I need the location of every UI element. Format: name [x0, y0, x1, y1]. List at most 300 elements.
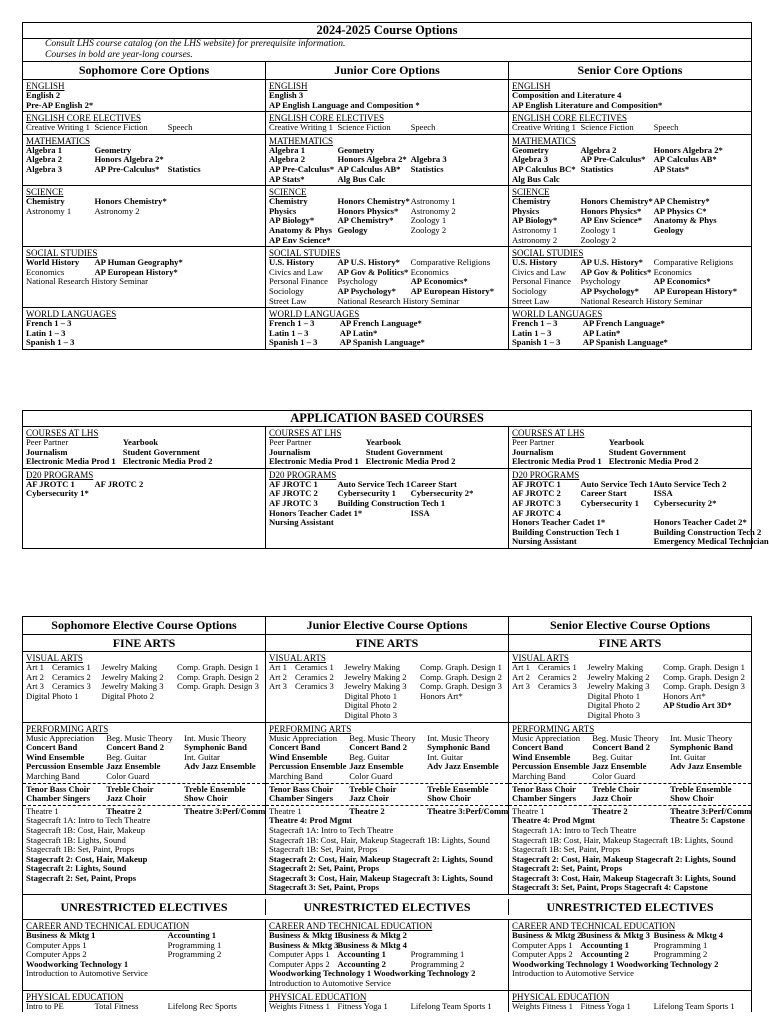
course-item: Statistics: [410, 163, 444, 174]
course-row: [23, 186, 751, 247]
course-item: Science Fiction: [94, 122, 148, 133]
course-item: [295, 711, 345, 721]
course-item: Music Appreciation: [269, 732, 338, 743]
course-item: Business & Mktg 1: [26, 930, 96, 941]
course-item: Theatre 3:Perf/Comm: [184, 805, 266, 816]
course-item: [168, 268, 262, 278]
course-item: AP Stats*: [269, 173, 305, 184]
course-item: Astronomy 1: [512, 224, 558, 235]
course-item: AP Latin*: [339, 327, 378, 338]
unrestricted-heading: UNRESTRICTED ELECTIVES: [508, 899, 751, 915]
category-label: PHYSICAL EDUCATION: [26, 991, 124, 1002]
course-item: Beg. Guitar: [106, 751, 147, 762]
course-item: AP French Language*: [339, 318, 422, 329]
course-item: Stagecraft 2: Cost, Hair, Makeup Stagecraft 2: Lights, Sound: [512, 853, 736, 864]
category-label: PERFORMING ARTS: [512, 723, 595, 734]
course-cell: [265, 80, 508, 111]
course-item: Honors Art*: [420, 690, 463, 701]
course-item: Stagecraft 1B: Set, Paint, Props: [269, 844, 378, 855]
course-item: Spanish 1 – 3: [512, 337, 561, 348]
course-item: Comp. Graph. Design 3: [663, 681, 745, 692]
unrestricted-heading: UNRESTRICTED ELECTIVES: [265, 899, 508, 915]
course-item: Chamber Singers: [26, 793, 91, 804]
course-item: Comp. Graph. Design 1: [663, 662, 745, 672]
course-item: Auto Service Tech 1: [337, 478, 411, 489]
course-item: Stagecraft 2: Set, Paint, Props: [512, 863, 623, 874]
course-item: French 1 – 3: [512, 318, 558, 329]
course-line: [26, 165, 262, 175]
course-item: Adv Jazz Ensemble: [427, 761, 499, 772]
course-item: [337, 518, 410, 528]
course-item: [269, 692, 295, 702]
category-label: MATHEMATICS: [26, 135, 91, 146]
course-item: Wind Ensemble: [26, 751, 85, 762]
course-row: [23, 920, 751, 991]
course-item: Economics: [410, 266, 449, 277]
course-item: Art 3: [512, 681, 530, 692]
course-item: Intro to PE: [26, 1000, 64, 1011]
course-item: Stagecraft 2: Lights, Sound: [26, 863, 127, 874]
course-item: Street Law: [269, 295, 307, 306]
course-line: [26, 874, 262, 884]
course-item: Art 3: [26, 681, 44, 692]
course-cell: [508, 247, 751, 307]
category-label: CAREER AND TECHNICAL EDUCATION: [26, 921, 190, 932]
course-item: Adv Jazz Ensemble: [670, 761, 742, 772]
course-item: Zoology 1: [580, 224, 617, 235]
course-item: Jazz Choir: [106, 793, 147, 804]
course-item: Student Government: [608, 446, 686, 457]
course-line: [512, 297, 748, 307]
course-item: Computer Apps 1: [26, 939, 87, 950]
course-line: [512, 711, 748, 721]
course-item: Business & Mktg 1: [269, 930, 339, 941]
course-item: Honors Algebra 2*: [337, 154, 407, 165]
course-item: [168, 969, 262, 979]
course-item: Comparative Religions: [410, 257, 491, 268]
performing-arts-section: [23, 723, 751, 896]
course-item: Art 1: [512, 662, 530, 672]
course-item: AP European History*: [410, 285, 494, 296]
course-item: Nursing Assistant: [269, 517, 334, 528]
cte-section: [23, 920, 751, 991]
course-item: Jewelry Making 2: [587, 671, 650, 682]
course-item: Chemistry: [512, 196, 551, 207]
course-cell: [23, 135, 265, 185]
course-item: Astronomy 2: [410, 205, 456, 216]
core-header-row: [23, 62, 751, 80]
category-label: COURSES AT LHS: [512, 428, 585, 438]
course-item: Honors Teacher Cadet 2*: [653, 517, 747, 528]
course-line: [269, 236, 505, 246]
course-item: Peer Partner: [512, 437, 555, 447]
course-item: Weights Fitness 1: [512, 1000, 573, 1011]
fine-arts-heading: FINE ARTS: [508, 635, 751, 651]
course-item: Theatre 4: Prod Mgmt: [512, 815, 595, 826]
course-item: [97, 329, 262, 339]
course-line: [26, 457, 262, 467]
course-line: [269, 518, 505, 528]
course-item: Peer Partner: [26, 437, 69, 447]
course-item: Stagecraft 1A: Intro to Tech Theatre: [269, 824, 394, 835]
course-item: Computer Apps 1: [269, 949, 330, 960]
elective-options-table: [22, 616, 752, 1012]
course-item: Economics: [653, 266, 692, 277]
course-item: AP European History*: [653, 285, 737, 296]
course-item: AP Gov & Politics*: [337, 266, 409, 277]
course-item: Honors Chemistry*: [580, 196, 653, 207]
course-item: Concert Band: [26, 742, 78, 753]
course-item: Art 3: [269, 681, 287, 692]
course-item: Yearbook: [365, 437, 402, 447]
course-item: [654, 175, 748, 185]
course-line: [269, 101, 505, 111]
course-item: Theatre 2: [106, 805, 142, 816]
course-item: AP Biology*: [269, 215, 315, 226]
course-item: [654, 297, 748, 307]
course-item: Journalism: [269, 446, 311, 457]
course-line: [512, 1002, 748, 1012]
course-item: Music Appreciation: [512, 732, 581, 743]
course-item: French 1 – 3: [269, 318, 315, 329]
course-item: Programming 2: [167, 949, 222, 960]
course-cell: [508, 135, 751, 185]
course-item: Business & Mktg 4: [337, 939, 407, 950]
course-item: Creative Writing 1: [512, 122, 576, 133]
course-item: Stagecraft 1B: Set, Paint, Props: [26, 844, 135, 855]
course-item: [580, 528, 653, 538]
course-item: Geometry: [94, 144, 132, 155]
course-item: AP Env Science*: [269, 234, 331, 245]
course-item: Student Government: [365, 446, 443, 457]
course-item: [168, 258, 262, 268]
course-item: Stagecraft 3: Set, Paint, Props Stagecraft 4: Capstone: [512, 882, 708, 893]
course-item: Marching Band: [512, 770, 566, 781]
course-line: [26, 969, 262, 979]
course-item: Digital Photo 3: [587, 709, 641, 720]
course-line: [512, 457, 748, 467]
category-label: ENGLISH: [512, 81, 551, 91]
course-line: [512, 101, 748, 111]
course-item: Int. Guitar: [427, 751, 463, 762]
course-item: Art 2: [512, 671, 530, 682]
course-row: [23, 308, 751, 349]
course-line: [512, 772, 748, 782]
course-item: AP Calculus BC*: [512, 163, 576, 174]
course-item: Electronic Media Prod 1: [26, 456, 116, 467]
course-line: [26, 794, 262, 804]
course-item: [411, 175, 505, 185]
course-item: Art 2: [26, 671, 44, 682]
course-line: [269, 883, 505, 893]
course-item: [168, 480, 262, 490]
course-cell: [265, 920, 508, 990]
course-item: [670, 772, 748, 782]
course-item: Tenor Bass Choir: [512, 783, 576, 794]
course-item: Theatre 2: [592, 805, 628, 816]
course-item: Composition and Literature 4: [512, 90, 622, 100]
course-row: [23, 991, 751, 1013]
course-item: Algebra 2: [26, 154, 63, 165]
course-item: Theatre 4: Prod Mgmt: [269, 815, 352, 826]
course-item: Int. Guitar: [670, 751, 706, 762]
course-item: Building Construction Tech 1: [337, 497, 446, 508]
course-item: Programming 1: [410, 949, 465, 960]
course-item: Woodworking Technology 1 Woodworking Technology 2: [512, 958, 719, 969]
course-item: Computer Apps 1: [512, 939, 573, 950]
category-label: CAREER AND TECHNICAL EDUCATION: [512, 921, 676, 932]
course-item: Theatre 3:Perf/Comm: [670, 805, 752, 816]
course-item: Jazz Choir: [592, 793, 633, 804]
course-item: Wind Ensemble: [512, 751, 571, 762]
course-item: Astronomy 2: [94, 205, 140, 216]
course-item: AP Pre-Calculus*: [269, 163, 335, 174]
catalog-note: [23, 39, 751, 62]
course-item: National Research History Seminar: [580, 295, 703, 306]
course-item: Journalism: [512, 446, 554, 457]
course-item: Spanish 1 – 3: [269, 337, 318, 348]
course-item: Lifelong Team Sports 1: [653, 1000, 735, 1011]
course-item: Honors Chemistry*: [94, 196, 167, 207]
course-item: Jazz Ensemble: [592, 761, 647, 772]
pe-section: [23, 991, 751, 1013]
course-item: Alg Bus Calc: [512, 173, 560, 184]
course-item: Spanish 1 – 3: [26, 337, 75, 348]
course-item: Int. Music Theory: [670, 732, 733, 743]
course-item: AP Calculus AB*: [653, 154, 717, 165]
course-item: Speech: [410, 122, 436, 133]
course-item: [420, 701, 505, 711]
course-item: Beg. Guitar: [592, 751, 633, 762]
course-item: Street Law: [512, 295, 550, 306]
course-item: Algebra 3: [26, 163, 63, 174]
course-item: [52, 692, 102, 702]
category-label: PERFORMING ARTS: [269, 723, 352, 734]
course-line: [269, 772, 505, 782]
course-item: [538, 701, 588, 711]
course-line: [269, 711, 505, 721]
course-item: Percussion Ensemble: [26, 761, 104, 772]
course-item: Comp. Graph. Design 1: [420, 662, 502, 672]
course-line: [26, 338, 262, 348]
course-item: [168, 489, 262, 499]
course-cell: [508, 308, 751, 349]
course-item: [97, 338, 262, 348]
course-item: [94, 277, 167, 287]
course-item: [512, 711, 538, 721]
category-label: ENGLISH: [26, 81, 65, 91]
course-item: Stagecraft 3: Set, Paint, Props: [269, 882, 380, 893]
course-line: [26, 1002, 262, 1012]
course-item: Digital Photo 1: [344, 690, 398, 701]
course-item: AF JROTC 1: [269, 478, 318, 489]
course-item: Theatre 1: [512, 805, 545, 816]
course-item: Int. Guitar: [184, 751, 220, 762]
course-item: U.S. History: [269, 257, 315, 268]
course-item: Cybersecurity 1: [337, 488, 396, 499]
course-item: Tenor Bass Choir: [26, 783, 90, 794]
course-item: Honors Art*: [663, 690, 706, 701]
course-item: Geometry: [512, 144, 549, 155]
course-item: Fitness Yoga 1: [580, 1000, 631, 1011]
course-row: [23, 427, 751, 469]
course-cell: [508, 186, 751, 246]
category-label: COURSES AT LHS: [269, 428, 342, 438]
course-item: AP Calculus AB*: [337, 163, 401, 174]
course-item: Latin 1 – 3: [26, 327, 66, 338]
elective-header-sophomore: Sophomore Elective Course Options: [51, 618, 237, 632]
course-item: Adv Jazz Ensemble: [184, 761, 256, 772]
course-item: Algebra 1: [26, 144, 63, 155]
course-item: [168, 960, 262, 970]
course-item: Art 1: [269, 662, 287, 672]
course-cell: [23, 247, 265, 307]
course-item: Stagecraft 2: Set, Paint, Props: [269, 863, 380, 874]
course-item: AP French Language*: [582, 318, 665, 329]
course-item: Pre-AP English 2*: [26, 99, 94, 110]
course-cell: [508, 112, 751, 134]
course-line: [269, 338, 505, 348]
course-item: Accounting 1: [337, 949, 386, 960]
course-item: Show Choir: [670, 793, 714, 804]
course-item: AP Psychology*: [580, 285, 639, 296]
core-title: 2024-2025 Course Options: [23, 23, 751, 39]
course-line: [512, 338, 748, 348]
course-item: Treble Choir: [592, 783, 640, 794]
course-item: [654, 236, 748, 246]
course-cell: [265, 308, 508, 349]
course-item: [168, 146, 262, 156]
course-item: Honors Physics*: [580, 205, 642, 216]
course-line: [269, 123, 505, 133]
course-row: [23, 652, 751, 723]
course-item: Civics and Law: [512, 266, 566, 277]
course-cell: [23, 112, 265, 134]
course-item: [512, 692, 538, 702]
category-label: SCIENCE: [26, 187, 64, 198]
course-item: AP U.S. History*: [580, 257, 643, 268]
course-item: [411, 518, 505, 528]
course-line: [26, 123, 262, 133]
note-line-1: Consult LHS course catalog (on the LHS website) for prerequisite information.: [45, 39, 346, 49]
course-item: [427, 772, 505, 782]
category-label: D20 PROGRAMS: [269, 469, 337, 480]
course-item: Concert Band: [269, 742, 321, 753]
course-item: AP Economics*: [653, 276, 711, 287]
course-item: Treble Choir: [106, 783, 154, 794]
course-item: Fitness Yoga 1: [337, 1000, 388, 1011]
course-item: [94, 931, 167, 941]
course-row: [23, 723, 751, 896]
category-label: VISUAL ARTS: [269, 653, 326, 663]
course-item: Percussion Ensemble: [269, 761, 347, 772]
course-item: Programming 2: [653, 949, 708, 960]
application-title: APPLICATION BASED COURSES: [23, 411, 751, 427]
course-item: Chamber Singers: [512, 793, 577, 804]
category-label: COURSES AT LHS: [26, 428, 99, 438]
course-item: [295, 701, 345, 711]
course-item: Jazz Choir: [349, 793, 390, 804]
category-label: CAREER AND TECHNICAL EDUCATION: [269, 921, 433, 932]
course-cell: [265, 247, 508, 307]
course-item: Comp. Graph. Design 2: [663, 671, 745, 682]
course-item: Algebra 2: [580, 144, 617, 155]
course-item: Ceramics 3: [294, 681, 334, 692]
course-line: [512, 969, 748, 979]
course-item: Stagecraft 3: Cost, Hair, Makeup Stagecraft 3: Lights, Sound: [269, 872, 493, 883]
course-item: Alg Bus Calc: [337, 173, 386, 184]
course-cell: [265, 112, 508, 134]
course-item: Stagecraft 1B: Cost, Hair, Makeup: [26, 824, 145, 835]
course-item: AP Latin*: [582, 327, 621, 338]
course-item: Stagecraft 1B: Cost, Hair, Makeup Stagecraft 1B: Lights, Sound: [512, 834, 733, 845]
course-cell: [23, 652, 265, 722]
course-line: [269, 794, 505, 804]
course-item: Psychology: [337, 276, 378, 287]
course-item: AF JROTC 3: [512, 497, 561, 508]
course-item: Computer Apps 2: [26, 949, 87, 960]
course-item: Programming 1: [653, 939, 708, 950]
course-item: Lifelong Rec Sports: [167, 1000, 237, 1011]
application-courses-table: [22, 410, 769, 549]
course-cell: [23, 469, 265, 548]
course-cell: [508, 920, 751, 990]
course-item: AP Spanish Language*: [582, 337, 668, 348]
course-item: Business & Mktg 4: [653, 930, 724, 941]
course-item: Cybersecurity 1: [580, 497, 639, 508]
course-item: Digital Photo 2: [101, 690, 155, 701]
course-item: Yearbook: [122, 437, 159, 447]
course-item: Auto Service Tech 1: [580, 478, 654, 489]
course-item: Honors Physics*: [337, 205, 399, 216]
course-item: AF JROTC 4: [512, 507, 561, 518]
course-cell: [265, 186, 508, 246]
course-item: Anatomy & Phys: [269, 224, 333, 235]
course-item: Cybersecurity 2*: [653, 497, 717, 508]
category-label: VISUAL ARTS: [512, 653, 569, 663]
course-item: Comp. Graph. Design 1: [177, 662, 259, 672]
course-item: Jewelry Making 3: [344, 681, 407, 692]
course-item: Theatre 5: Capstone: [670, 815, 745, 826]
course-item: Symphonic Band: [184, 742, 247, 753]
course-item: Int. Music Theory: [184, 732, 247, 743]
course-item: Concert Band 2: [106, 742, 165, 753]
course-row: [23, 469, 769, 548]
course-item: Electronic Media Prod 1: [269, 456, 359, 467]
course-item: Jewelry Making 3: [101, 681, 164, 692]
course-item: [269, 701, 295, 711]
category-label: WORLD LANGUAGES: [512, 309, 603, 320]
course-item: [538, 711, 588, 721]
course-item: Zoology 2: [580, 234, 617, 245]
course-item: Stagecraft 1A: Intro to Tech Theatre: [512, 824, 637, 835]
course-item: [94, 941, 167, 951]
course-line: [26, 207, 262, 217]
core-options-table: [22, 22, 752, 350]
course-item: [411, 931, 505, 941]
course-item: Student Government: [122, 446, 200, 457]
course-item: Jewelry Making: [587, 662, 644, 672]
course-item: Stagecraft 1B: Lights, Sound: [26, 834, 126, 845]
category-label: SCIENCE: [269, 187, 307, 198]
course-item: Speech: [653, 122, 679, 133]
course-item: Honors Algebra 2*: [94, 154, 164, 165]
course-item: Digital Photo 2: [587, 700, 641, 711]
course-item: Marching Band: [26, 770, 80, 781]
course-item: [337, 509, 410, 519]
course-item: ISSA: [410, 507, 430, 518]
course-item: Art 2: [269, 671, 287, 682]
